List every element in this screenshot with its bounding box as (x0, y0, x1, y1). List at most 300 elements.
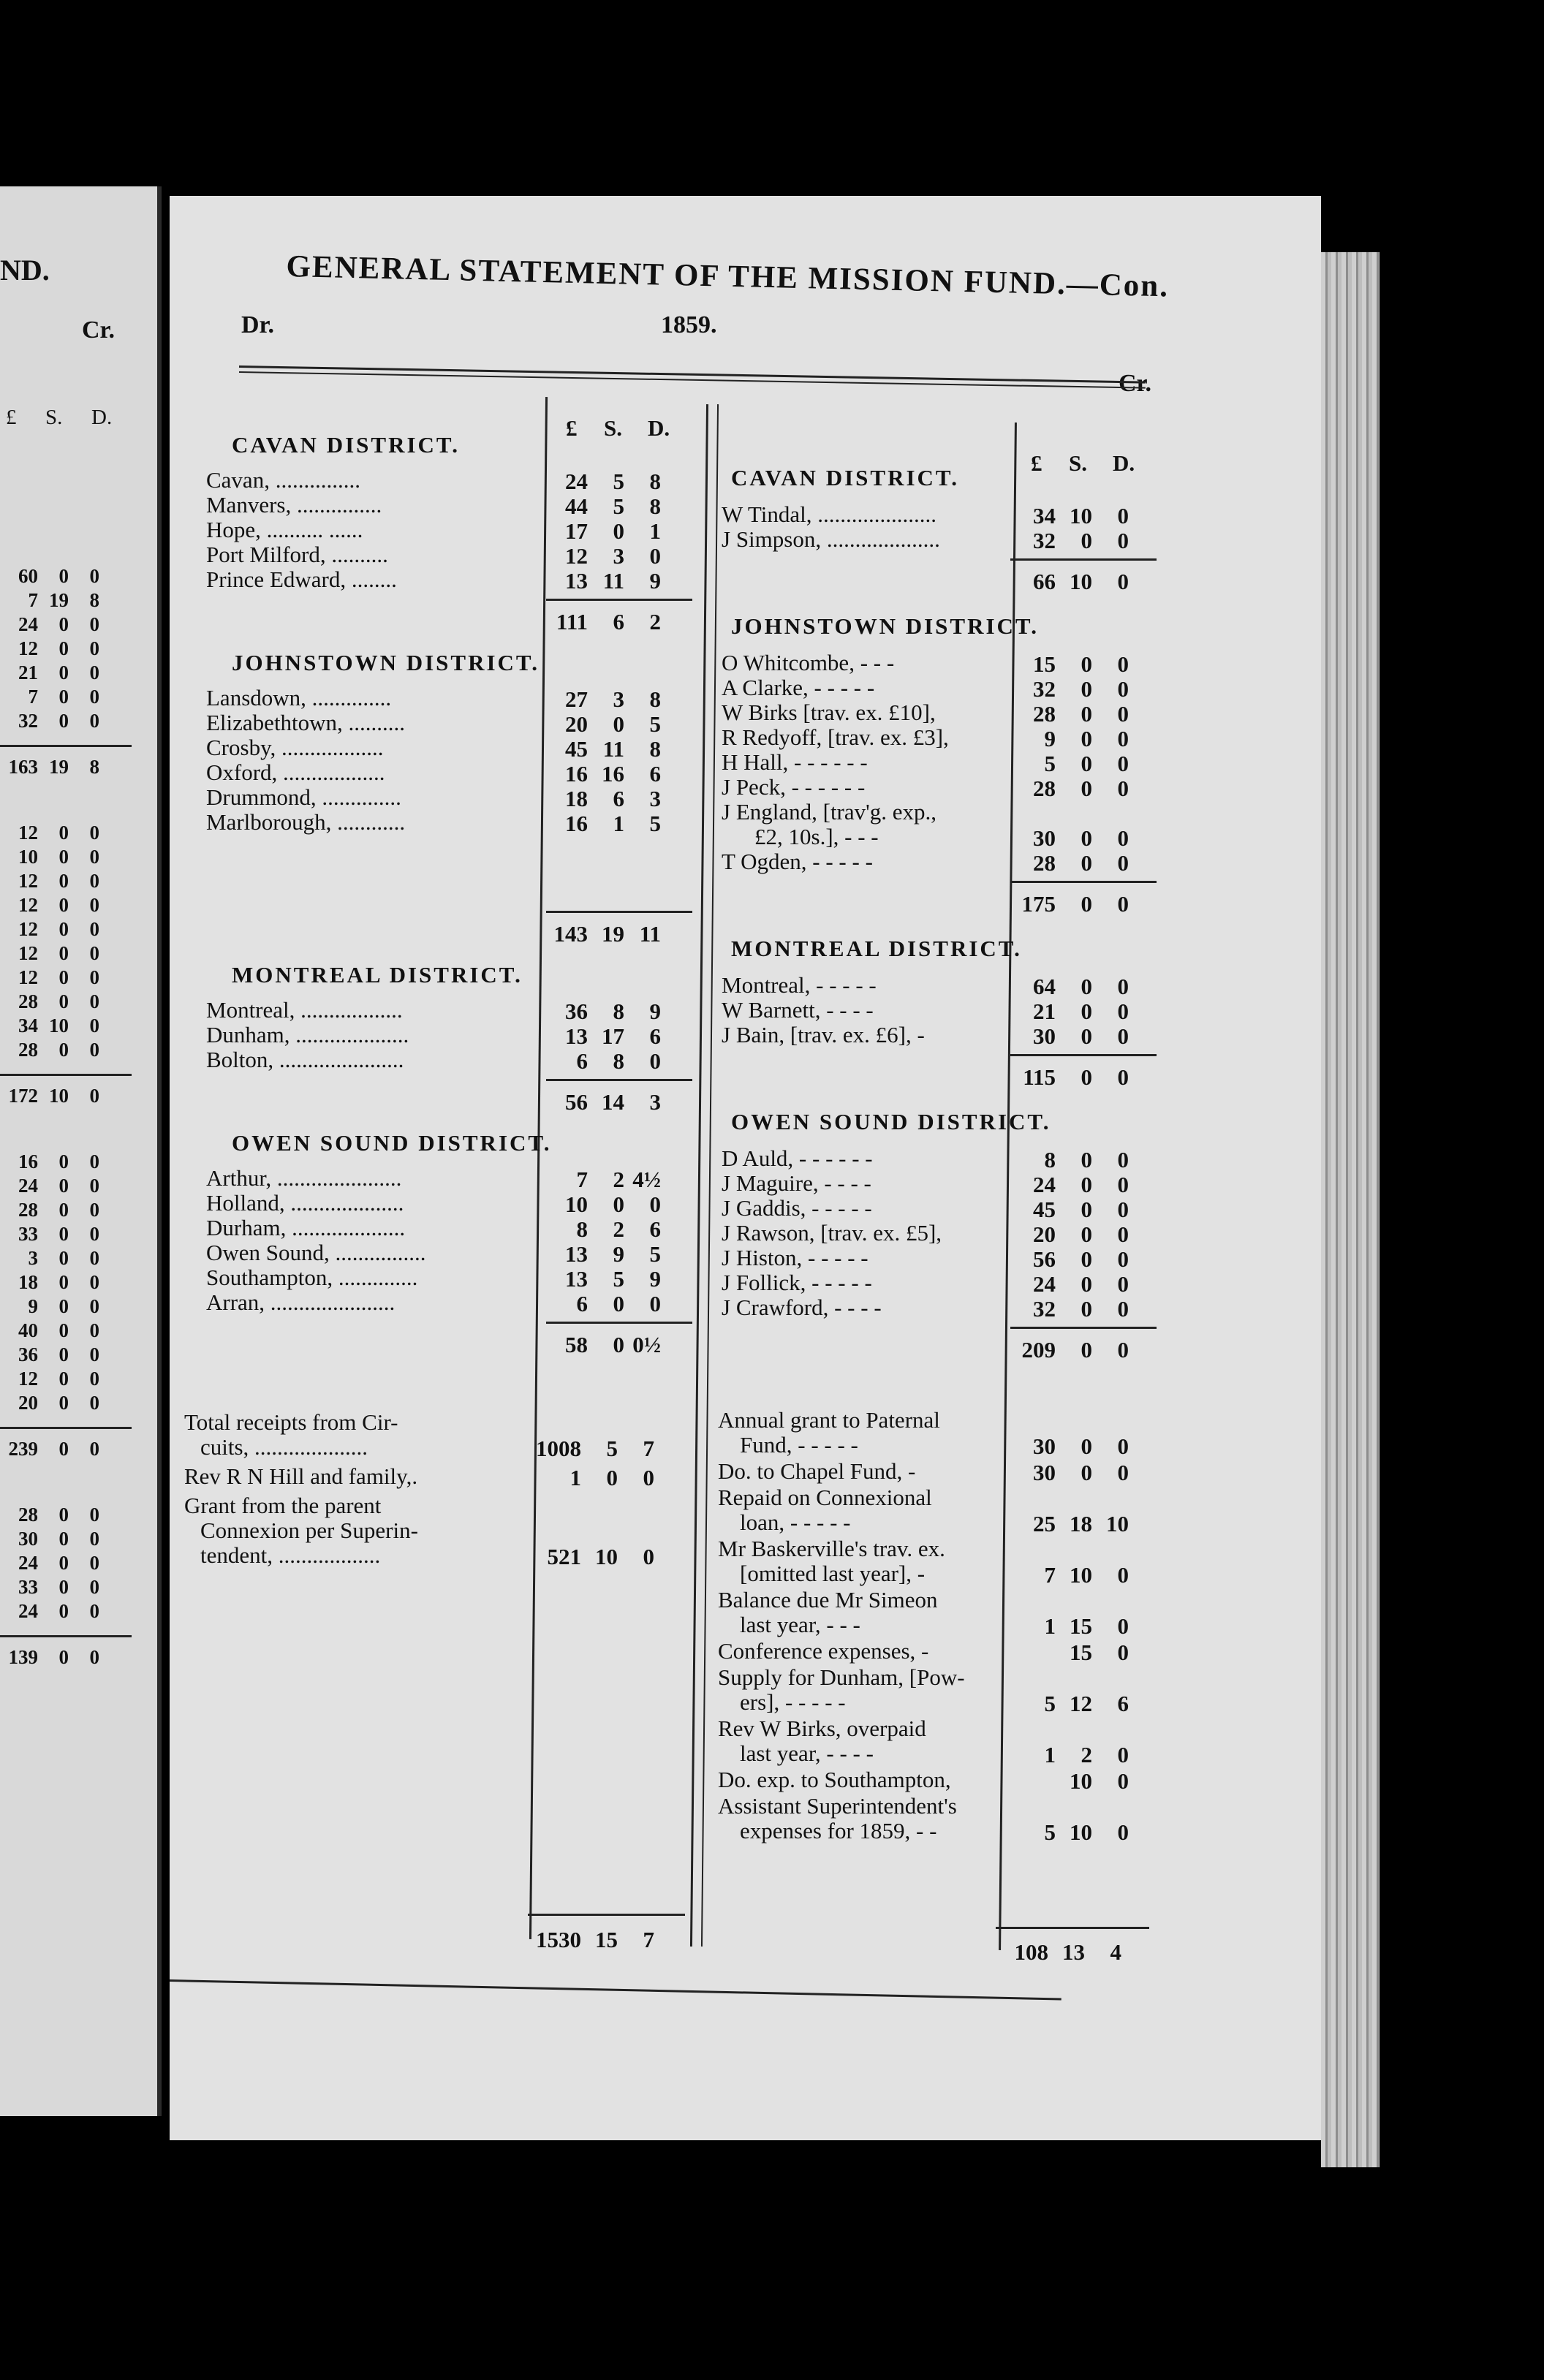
debit-line-label: Lansdown, .............. (206, 685, 392, 710)
left-row-cell: 0 (58, 1600, 69, 1622)
left-row (0, 687, 99, 707)
left-row-cell: 0 (58, 1039, 69, 1061)
debit-section-heading: OWEN SOUND DISTRICT. (232, 1130, 552, 1156)
amount-shillings: 0 (1081, 651, 1092, 677)
left-row (0, 1040, 99, 1060)
left-row (0, 566, 99, 586)
amount-shillings: 17 (602, 1023, 624, 1049)
amount-shillings: 5 (613, 493, 624, 519)
credit-section-total (1010, 1337, 1129, 1363)
amount-pence: 0 (1117, 503, 1129, 528)
amount-pence: 0 (649, 543, 661, 569)
amount-pence: 0 (1117, 1742, 1129, 1767)
amount-shillings: 0 (1081, 998, 1092, 1024)
left-row-cell: 7 (28, 589, 38, 611)
left-row-cell: 0 (58, 894, 69, 916)
debit-line-amount (542, 469, 661, 495)
amount-shillings: 0 (613, 518, 624, 544)
left-row-cell: 10 (49, 1015, 69, 1036)
left-row (0, 1369, 99, 1389)
amount-pence: 6 (649, 1216, 661, 1242)
amount-shillings: 3 (613, 543, 624, 569)
debit-label: Dr. (241, 311, 275, 338)
credit-line-amount (1010, 651, 1129, 678)
left-row (0, 1393, 99, 1413)
amount-shillings: 15 (595, 1927, 618, 1952)
total-rule (546, 1322, 692, 1324)
amount-pounds: 17 (565, 518, 588, 544)
debit-line-amount (542, 493, 661, 520)
left-row-cell: 10 (18, 846, 38, 868)
credit-other-label: expenses for 1859, - - (740, 1818, 937, 1843)
left-row-cell: 16 (18, 1151, 38, 1172)
amount-shillings: 12 (1070, 1691, 1092, 1716)
left-row-cell: 0 (89, 662, 99, 683)
amount-shillings: 0 (1081, 776, 1092, 801)
left-row-cell: 0 (89, 894, 99, 916)
amount-shillings: 0 (1081, 1172, 1092, 1197)
debit-col-shillings: S. (604, 415, 622, 441)
left-row-cell: 9 (28, 1295, 38, 1317)
credit-line-label: T Ogden, - - - - - (722, 849, 873, 874)
debit-line-label: Elizabethtown, .......... (206, 710, 406, 735)
amount-pence: 0 (1117, 1640, 1129, 1665)
total-rule (546, 911, 692, 913)
amount-pence: 8 (649, 493, 661, 519)
debit-line-label: Arran, ...................... (206, 1289, 396, 1315)
amount-shillings: 0 (1081, 751, 1092, 776)
left-row (0, 615, 99, 634)
credit-other-label: last year, - - - - (740, 1740, 874, 1766)
left-row-cell: 12 (18, 637, 38, 659)
amount-shillings: 2 (1081, 1742, 1092, 1767)
left-total-cell: 0 (89, 1438, 99, 1460)
amount-shillings: 13 (1062, 1939, 1085, 1965)
left-row-cell: 32 (18, 710, 38, 732)
amount-pounds: 209 (1021, 1337, 1056, 1363)
left-row-cell: 0 (58, 966, 69, 988)
credit-line-amount (1010, 528, 1129, 554)
credit-other-label: Mr Baskerville's trav. ex. (718, 1536, 945, 1561)
left-row-cell: 0 (58, 1552, 69, 1574)
amount-pence: 11 (639, 921, 661, 947)
debit-line-label: Owen Sound, ................ (206, 1240, 426, 1265)
debit-line-label: Manvers, ............... (206, 492, 382, 518)
debit-other-label: Total receipts from Cir- (184, 1409, 398, 1435)
left-row-cell: 0 (89, 613, 99, 635)
left-row-cell: 0 (89, 686, 99, 708)
left-row-cell: 24 (18, 1600, 38, 1622)
left-row-cell: 0 (89, 846, 99, 868)
left-row-cell: 28 (18, 1504, 38, 1526)
total-rule (0, 745, 132, 747)
left-row-cell: 0 (89, 1576, 99, 1598)
credit-line-label: J Crawford, - - - - (722, 1295, 882, 1320)
amount-shillings: 9 (613, 1241, 624, 1267)
amount-pounds: 175 (1021, 891, 1056, 917)
left-row-cell: 0 (58, 1151, 69, 1172)
debit-other-label: Grant from the parent (184, 1493, 382, 1518)
total-rule (0, 1635, 132, 1637)
amount-shillings: 0 (1081, 1337, 1092, 1363)
credit-other-amount (1010, 1433, 1129, 1460)
left-row-cell: 0 (89, 942, 99, 964)
amount-pence: 10 (1106, 1511, 1129, 1536)
credit-line-label: J Simpson, .................... (722, 526, 940, 552)
amount-pence: 8 (649, 686, 661, 712)
left-row-cell: 0 (58, 942, 69, 964)
page-edges (1321, 252, 1380, 2167)
credit-line-label: H Hall, - - - - - - (722, 749, 868, 775)
amount-pounds: 32 (1033, 676, 1056, 702)
left-row-cell: 0 (89, 710, 99, 732)
amount-pence: 0 (643, 1465, 654, 1490)
amount-pence: 0 (1117, 701, 1129, 727)
left-row-cell: 0 (89, 1271, 99, 1293)
amount-shillings: 1 (613, 811, 624, 836)
debit-line-amount (542, 1167, 661, 1193)
left-row-cell: 0 (89, 1392, 99, 1414)
credit-other-label: last year, - - - (740, 1612, 860, 1637)
left-row-cell: 0 (89, 1247, 99, 1269)
credit-col-pence: D. (1113, 450, 1135, 476)
amount-pence: 0 (649, 1048, 661, 1074)
amount-shillings: 8 (613, 1048, 624, 1074)
left-row-cell: 0 (89, 990, 99, 1012)
debit-line-label: Southampton, .............. (206, 1265, 418, 1290)
amount-pounds: 111 (556, 609, 588, 634)
amount-pounds: 5 (1044, 1819, 1056, 1845)
amount-pence: 0 (1117, 751, 1129, 776)
amount-pence: 0 (1117, 1023, 1129, 1049)
credit-other-label: loan, - - - - - (740, 1509, 851, 1535)
amount-pounds: 56 (1033, 1246, 1056, 1272)
credit-line-amount (1010, 1221, 1129, 1248)
total-rule (996, 1927, 1149, 1929)
left-row-cell: 0 (89, 1504, 99, 1526)
debit-amount-rule-right (690, 404, 708, 1947)
amount-pence: 0 (1117, 1271, 1129, 1297)
amount-shillings: 8 (613, 998, 624, 1024)
amount-shillings: 0 (1081, 528, 1092, 553)
left-row-cell: 0 (58, 1175, 69, 1197)
left-total-cell: 163 (8, 756, 38, 778)
amount-pounds: 9 (1044, 726, 1056, 751)
left-row (0, 944, 99, 963)
debit-line-amount (542, 1048, 661, 1075)
credit-section-heading: CAVAN DISTRICT. (731, 465, 960, 490)
left-row-cell: 0 (58, 846, 69, 868)
left-row-cell: 0 (89, 1151, 99, 1172)
amount-shillings: 16 (602, 761, 624, 787)
amount-pounds: 30 (1033, 825, 1056, 851)
left-row (0, 823, 99, 843)
left-row (0, 1248, 99, 1268)
left-row-cell: 28 (18, 1039, 38, 1061)
amount-shillings: 14 (602, 1089, 624, 1115)
left-row (0, 663, 99, 683)
credit-other-amount (1010, 1819, 1129, 1846)
credit-line-label: J Follick, - - - - - (722, 1270, 872, 1295)
left-row-cell: 12 (18, 1368, 38, 1390)
left-row-cell: 0 (58, 1344, 69, 1365)
amount-shillings: 0 (1081, 1221, 1092, 1247)
left-total-cell: 10 (49, 1085, 69, 1107)
amount-pence: 3 (649, 786, 661, 811)
amount-pence: 0 (643, 1544, 654, 1569)
amount-shillings: 11 (602, 736, 624, 762)
amount-pence: 0 (1117, 1246, 1129, 1272)
debit-line-label: Drummond, .............. (206, 784, 401, 810)
left-row-cell: 0 (58, 870, 69, 892)
left-row-cell: 0 (58, 1319, 69, 1341)
left-row-cell: 7 (28, 686, 38, 708)
debit-line-amount (542, 543, 661, 569)
left-row-cell: 0 (89, 870, 99, 892)
amount-pounds: 24 (565, 469, 588, 494)
left-row-cell: 12 (18, 918, 38, 940)
amount-shillings: 0 (1081, 825, 1092, 851)
debit-line-amount (542, 1266, 661, 1292)
amount-pounds: 13 (565, 1266, 588, 1292)
credit-line-amount (1010, 850, 1129, 876)
credit-label: Cr. (1119, 370, 1152, 397)
credit-line-label: J Histon, - - - - - (722, 1245, 868, 1270)
left-row-cell: 12 (18, 894, 38, 916)
credit-line-label: W Barnett, - - - - (722, 997, 874, 1023)
amount-pounds: 58 (565, 1332, 588, 1357)
amount-pounds: 5 (1044, 1691, 1056, 1716)
amount-pence: 8 (649, 469, 661, 494)
amount-pounds: 1530 (536, 1927, 581, 1952)
left-row-cell: 0 (89, 1175, 99, 1197)
left-row-cell: 12 (18, 822, 38, 844)
credit-line-amount (1010, 726, 1129, 752)
left-group-total (0, 1648, 99, 1667)
amount-pounds: 36 (565, 998, 588, 1024)
credit-line-amount (1010, 1172, 1129, 1198)
amount-pence: 9 (649, 568, 661, 594)
debit-line-label: Dunham, .................... (206, 1022, 409, 1047)
debit-grand-total (524, 1927, 654, 1953)
amount-pounds: 8 (576, 1216, 588, 1242)
amount-shillings: 0 (613, 1291, 624, 1316)
left-total-cell: 172 (8, 1085, 38, 1107)
left-row (0, 1176, 99, 1196)
amount-shillings: 0 (606, 1465, 618, 1490)
left-row-cell: 34 (18, 1015, 38, 1036)
amount-pence: 0 (649, 1191, 661, 1217)
credit-line-label: J Peck, - - - - - - (722, 774, 866, 800)
left-row-cell: 0 (89, 918, 99, 940)
amount-pence: 4½ (632, 1167, 661, 1192)
debit-section-heading: MONTREAL DISTRICT. (232, 962, 523, 988)
left-row (0, 1505, 99, 1525)
left-row-cell: 0 (58, 990, 69, 1012)
amount-shillings: 5 (613, 1266, 624, 1292)
amount-pence: 0 (1117, 1768, 1129, 1794)
credit-line-label: £2, 10s.], - - - (754, 824, 879, 849)
left-row (0, 895, 99, 915)
amount-pence: 0 (1117, 1197, 1129, 1222)
left-row-cell: 0 (58, 565, 69, 587)
amount-pence: 0 (1117, 1064, 1129, 1090)
amount-pounds: 115 (1023, 1064, 1056, 1090)
left-row-cell: 28 (18, 1199, 38, 1221)
left-row (0, 1553, 99, 1573)
credit-other-label: Rev W Birks, overpaid (718, 1716, 926, 1741)
left-row-cell: 0 (58, 637, 69, 659)
amount-pounds: 7 (1044, 1562, 1056, 1588)
left-total-cell: 8 (89, 756, 99, 778)
amount-pence: 9 (649, 998, 661, 1024)
left-row-cell: 12 (18, 966, 38, 988)
amount-pence: 0 (1117, 1562, 1129, 1588)
left-row-cell: 0 (58, 1295, 69, 1317)
debit-line-label: Cavan, ............... (206, 467, 360, 493)
debit-line-label: Marlborough, ............ (206, 809, 406, 835)
credit-line-amount (1010, 1023, 1129, 1050)
left-row-cell: 0 (89, 1319, 99, 1341)
amount-pence: 0 (1117, 569, 1129, 594)
debit-line-amount (542, 786, 661, 812)
debit-line-amount (542, 518, 661, 545)
left-total-cell: 0 (58, 1438, 69, 1460)
amount-pounds: 13 (565, 568, 588, 594)
amount-shillings: 3 (613, 686, 624, 712)
debit-line-amount (542, 711, 661, 738)
left-row-cell: 0 (58, 662, 69, 683)
left-row-cell: 21 (18, 662, 38, 683)
left-row-cell: 0 (58, 918, 69, 940)
amount-pounds: 30 (1033, 1460, 1056, 1485)
credit-line-amount (1010, 676, 1129, 702)
total-rule (1010, 881, 1157, 883)
amount-pounds: 21 (1033, 998, 1056, 1024)
amount-pounds: 28 (1033, 850, 1056, 876)
amount-pounds: 24 (1033, 1271, 1056, 1297)
debit-line-amount (542, 998, 661, 1025)
left-row-cell: 12 (18, 942, 38, 964)
amount-shillings: 15 (1070, 1613, 1092, 1639)
credit-line-amount (1010, 974, 1129, 1000)
amount-shillings: 0 (613, 711, 624, 737)
amount-shillings: 19 (602, 921, 624, 947)
credit-line-label: J Maguire, - - - - (722, 1170, 871, 1196)
amount-shillings: 0 (1081, 1023, 1092, 1049)
debit-col-pound: £ (566, 415, 578, 441)
left-row (0, 1577, 99, 1597)
amount-pence: 0 (1117, 726, 1129, 751)
credit-other-label: Do. exp. to Southampton, (718, 1767, 951, 1792)
left-row (0, 639, 99, 659)
credit-line-amount (1010, 1147, 1129, 1173)
amount-shillings: 0 (1081, 1296, 1092, 1322)
debit-line-label: Hope, .......... ...... (206, 517, 363, 542)
left-row-cell: 0 (58, 686, 69, 708)
amount-pence: 8 (649, 736, 661, 762)
credit-other-label: Balance due Mr Simeon (718, 1587, 938, 1612)
amount-pence: 0 (1117, 1147, 1129, 1172)
amount-shillings: 0 (1081, 1064, 1092, 1090)
left-row-cell: 0 (89, 1528, 99, 1550)
left-title-fragment: ND. (0, 254, 50, 287)
debit-line-amount (542, 1191, 661, 1218)
credit-other-label: ers], - - - - - (740, 1689, 846, 1715)
credit-line-amount (1010, 701, 1129, 727)
amount-pounds: 45 (565, 736, 588, 762)
amount-pounds: 12 (565, 543, 588, 569)
credit-line-amount (1010, 751, 1129, 777)
left-row-cell: 36 (18, 1344, 38, 1365)
amount-pence: 7 (643, 1927, 654, 1952)
credit-col-pound: £ (1031, 450, 1042, 476)
left-row (0, 1224, 99, 1244)
amount-pence: 0 (1117, 825, 1129, 851)
amount-pounds: 44 (565, 493, 588, 519)
left-total-cell: 0 (58, 1646, 69, 1668)
left-row-cell: 12 (18, 870, 38, 892)
total-rule (528, 1914, 685, 1916)
left-row-cell: 0 (89, 565, 99, 587)
total-rule (0, 1427, 132, 1429)
left-row-cell: 0 (89, 1552, 99, 1574)
amount-pounds: 521 (547, 1544, 581, 1569)
amount-pounds: 1 (1044, 1613, 1056, 1639)
amount-pence: 7 (643, 1436, 654, 1461)
amount-shillings: 2 (613, 1167, 624, 1192)
left-row (0, 1529, 99, 1549)
credit-line-label: J Gaddis, - - - - - (722, 1195, 872, 1221)
left-row-cell: 19 (49, 589, 69, 611)
amount-pence: 5 (649, 811, 661, 836)
amount-pounds: 32 (1033, 528, 1056, 553)
credit-section-heading: MONTREAL DISTRICT. (731, 936, 1022, 961)
left-total-cell: 239 (8, 1438, 38, 1460)
left-total-cell: 19 (49, 756, 69, 778)
left-row-cell: 0 (89, 1015, 99, 1036)
left-row-cell: 24 (18, 1175, 38, 1197)
left-row-cell: 0 (89, 637, 99, 659)
debit-section-heading: CAVAN DISTRICT. (232, 432, 461, 458)
left-row-cell: 33 (18, 1576, 38, 1598)
credit-other-amount (1010, 1640, 1129, 1666)
amount-pounds: 30 (1033, 1023, 1056, 1049)
debit-other-label: tendent, .................. (200, 1542, 381, 1568)
amount-pence: 0 (1117, 850, 1129, 876)
credit-col-shillings: S. (1069, 450, 1087, 476)
amount-shillings: 0 (613, 1191, 624, 1217)
amount-pounds: 28 (1033, 776, 1056, 801)
credit-section-heading: OWEN SOUND DISTRICT. (731, 1109, 1051, 1134)
amount-pence: 0 (1117, 1172, 1129, 1197)
left-row-cell: 0 (58, 1392, 69, 1414)
amount-pounds: 27 (565, 686, 588, 712)
left-row-cell: 0 (58, 1576, 69, 1598)
amount-pounds: 16 (565, 761, 588, 787)
amount-shillings: 6 (613, 609, 624, 634)
amount-pence: 0 (1117, 891, 1129, 917)
left-row-cell: 8 (89, 589, 99, 611)
debit-other-amount (524, 1544, 654, 1570)
left-row (0, 591, 99, 610)
amount-shillings: 5 (613, 469, 624, 494)
amount-pence: 5 (649, 711, 661, 737)
ledger-page (170, 196, 1321, 2140)
debit-other-amount (524, 1465, 654, 1491)
amount-pence: 0½ (632, 1332, 661, 1357)
debit-other-label: Rev R N Hill and family,. (184, 1463, 418, 1489)
